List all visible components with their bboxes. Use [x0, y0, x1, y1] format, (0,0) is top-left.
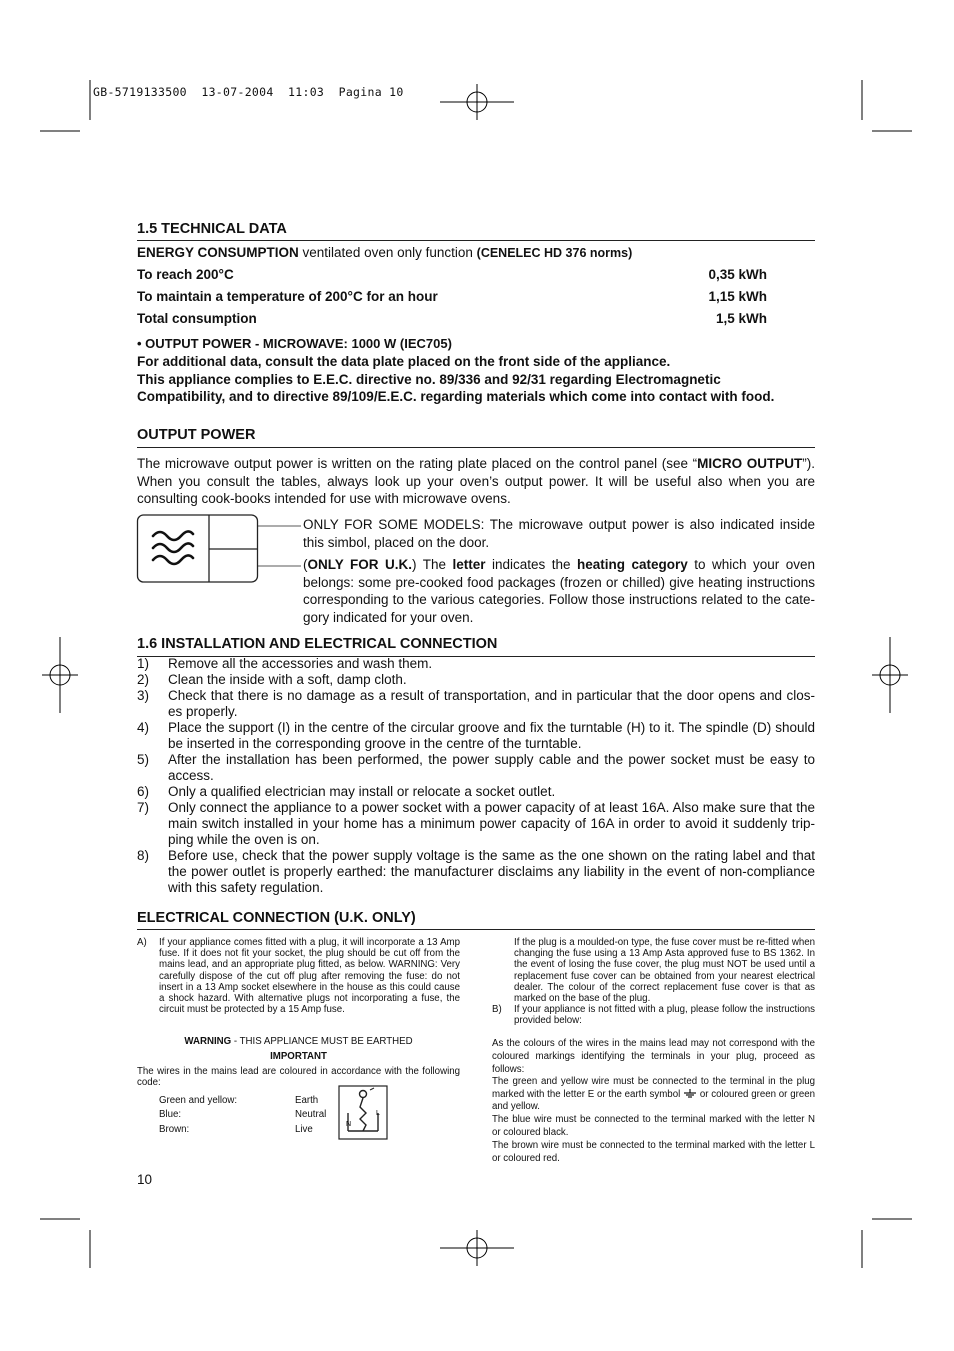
important-label: IMPORTANT	[270, 1051, 327, 1062]
list-item: 5) After the installation has been performed, the power supply cable and the power socket must be easy to access.	[137, 752, 815, 783]
wire-role-live: Live	[295, 1124, 313, 1135]
section-rule	[137, 240, 815, 241]
microwave-waves-symbol-icon	[137, 514, 307, 586]
list-item: 6) Only a qualified electrician may install or relocate a socket outlet.	[137, 784, 556, 799]
wire-colour-blue: Blue:	[159, 1109, 182, 1120]
energy-mid: ventilated oven only function	[298, 245, 477, 260]
output-power-heading: OUTPUT POWER	[137, 427, 256, 443]
section-rule	[137, 929, 815, 930]
uk-green-yellow-wire: The green and yellow wire must be connected to the terminal in the plug marked with the letter E or the earth symbol or coloured green or green and yellow.	[492, 1076, 815, 1113]
symbol-note-uk: (ONLY FOR U.K.) The letter indicates the heating category to which your oven belongs: some pre-cooked food packages (frozen or chilled) give heating instructions corresponding to the various categories. Follow those instructions related to the cate-gory indicated for your oven.	[303, 557, 815, 625]
spec-value-reach: 0,35 kWh	[708, 267, 767, 282]
symbol-note-some-models: ONLY FOR SOME MODELS: The microwave output power is also indicated inside this simbol, placed on the door.	[303, 517, 815, 550]
plug-letter-l: L	[376, 1110, 380, 1117]
uk-connection-heading: ELECTRICAL CONNECTION (U.K. ONLY)	[137, 910, 416, 926]
page-number: 10	[137, 1172, 153, 1187]
energy-consumption-line	[137, 245, 632, 260]
installation-heading: 1.6 INSTALLATION AND ELECTRICAL CONNECTION	[137, 636, 498, 652]
technical-data-heading: 1.5 TECHNICAL DATA	[137, 221, 287, 237]
additional-data-text: For additional data, consult the data plate placed on the front side of the appliance.	[137, 354, 671, 369]
wire-colour-brown: Brown:	[159, 1124, 190, 1135]
spec-value-total: 1,5 kWh	[715, 311, 767, 326]
list-item: 1) Remove all the accessories and wash them.	[137, 656, 433, 671]
energy-norm: (CENELEC HD 376 norms)	[476, 246, 633, 260]
uk-item-a-number: A)	[137, 937, 147, 948]
spec-label-total: Total consumption	[137, 311, 257, 326]
wire-role-earth: Earth	[295, 1095, 319, 1106]
earth-warning: WARNING - THIS APPLIANCE MUST BE EARTHED	[184, 1036, 413, 1047]
directive-text: This appliance complies to E.E.C. directive no. 89/336 and 92/31 regarding Electromagnetic Compatibility, and to directive 89/109/E.E.C. regarding materials which come into contact with food.	[137, 372, 775, 404]
uk-item-b-text: If your appliance is not fitted with a plug, please follow the instructions provided below:	[514, 1004, 815, 1027]
spec-value-maintain: 1,15 kWh	[708, 289, 767, 304]
section-rule	[137, 447, 815, 448]
plug-letter-n: N	[346, 1121, 352, 1128]
uk-colours-note: As the colours of the wires in the mains lead may not correspond with the coloured markings identifying the terminals in your plug, proceed as follows:	[492, 1038, 815, 1075]
wires-intro: The wires in the mains lead are coloured in accordance with the following code:	[137, 1066, 460, 1089]
energy-label: ENERGY CONSUMPTION	[137, 245, 299, 260]
list-item: 2) Clean the inside with a soft, damp cloth.	[137, 672, 407, 687]
plug-diagram-icon	[338, 1085, 388, 1141]
uk-item-b-number: B)	[492, 1004, 502, 1015]
list-item: 7) Only connect the appliance to a power socket with a power capacity of at least 16A. Also make sure that the main switch installed in your home has a minimum power capacity of 16A in order to avoid it suddenly trip-ping while the oven is on.	[137, 800, 815, 847]
list-item: 8) Before use, check that the power supply voltage is the same as the one shown on the rating label and that the power outlet is properly earthed: the manufacturer disclaims any liability in the event of non-compliance with this safety regulation.	[137, 848, 815, 895]
spec-label-maintain: To maintain a temperature of 200°C for an hour	[137, 289, 438, 304]
uk-brown-wire: The brown wire must be connected to the terminal marked with the letter L or coloured red.	[492, 1140, 815, 1164]
list-item: 4) Place the support (I) in the centre of the circular groove and fix the turntable (H) to it. The spindle (D) should be inserted in the corresponding groove in the centre of the turntable.	[137, 720, 815, 751]
output-power-line: • OUTPUT POWER - MICROWAVE: 1000 W (IEC705)	[137, 336, 452, 351]
list-item: 3) Check that there is no damage as a result of transportation, and in particular that the door opens and clos-es properly.	[137, 688, 815, 719]
uk-moulded-plug-text: If the plug is a moulded-on type, the fuse cover must be re-fitted when changing the fuse using a 13 Amp Asta approved fuse to BS 1362. In the event of losing the fuse cover, the plug must NOT be used until a replacement fuse cover can be obtained from your nearest electrical dealer. The colour of the correct replacement fuse cover is that as marked on the base of the plug.	[514, 937, 815, 1005]
print-slug: GB-5719133500 13-07-2004 11:03 Pagina 10	[93, 85, 404, 99]
output-power-paragraph: The microwave output power is written on the rating plate placed on the control panel (see “MICRO OUTPUT”). When you consult the tables, always look up your oven’s output power. It will be useful also when you are consulting cook-books intended for use with microwave ovens.	[137, 456, 815, 506]
wire-colour-green-yellow: Green and yellow:	[159, 1095, 238, 1106]
spec-label-reach: To reach 200°C	[137, 267, 234, 282]
uk-item-a-text: If your appliance comes fitted with a plug, it will incorporate a 13 Amp fuse. If it does not fit your socket, the plug should be cut off from the mains lead, and an appropriate plug fitted, as below. WARNING: Very carefully dispose of the cut off plug after removing the fuse: do not insert in a 13 Amp socket elsewhere in the house as this could cause a shock hazard. With alternative plugs not incorporating a fuse, the circuit must be protected by a 15 Amp fuse.	[159, 937, 460, 1016]
wire-role-neutral: Neutral	[295, 1109, 327, 1120]
earth-symbol-icon	[683, 1089, 697, 1097]
uk-blue-wire: The blue wire must be connected to the terminal marked with the letter N or coloured black.	[492, 1114, 815, 1138]
